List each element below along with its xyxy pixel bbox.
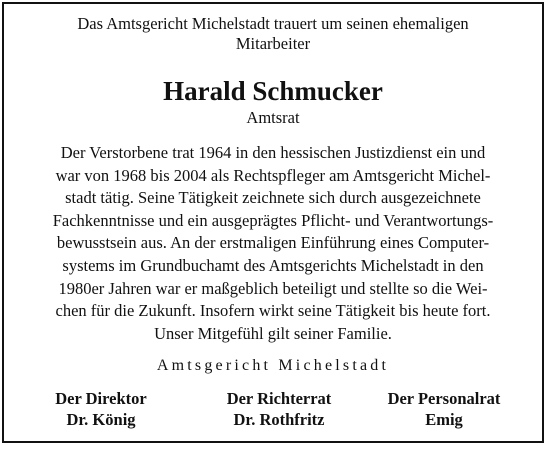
body-line: chen für die Zukunft. Insofern wirkt seine Tätigkeit bis heute fort. <box>55 301 491 321</box>
signatory-staff-council <box>359 388 529 430</box>
signatory-role: Der Personalrat <box>387 389 501 408</box>
signatory-role: Der Richterrat <box>226 389 332 408</box>
body-line: Unser Mitgefühl gilt seiner Familie. <box>154 323 392 343</box>
obituary-body <box>8 142 538 345</box>
intro-line: Mitarbeiter <box>235 34 311 53</box>
signatories <box>4 388 542 432</box>
body-line: stadt tätig. Seine Tätigkeit zeichnete sich durch ausgezeichnete <box>65 188 481 208</box>
signatory-name: Dr. König <box>66 410 136 429</box>
signatory-name: Emig <box>425 410 463 429</box>
body-line: 1980er Jahren war er maßgeblich beteiligt und stellte so die Wei- <box>58 278 488 298</box>
body-line: Fachkenntnisse und ein ausgeprägtes Pflicht- und Verantwortungs- <box>52 210 494 230</box>
body-line: war von 1968 bis 2004 als Rechtspfleger am Amtsgericht Michel- <box>55 165 491 185</box>
intro-text <box>4 14 542 54</box>
signatory-role: Der Direktor <box>55 389 147 408</box>
signatory-judges-council <box>194 388 364 430</box>
signatory-director <box>16 388 186 430</box>
organization-name: Amtsgericht Michelstadt <box>156 357 390 374</box>
signatory-name: Dr. Rothfritz <box>233 410 325 429</box>
deceased-name: Harald Schmucker <box>163 76 383 106</box>
deceased-title: Amtsrat <box>246 108 300 127</box>
body-line: systems im Grundbuchamt des Amtsgerichts Michelstadt in den <box>62 255 484 275</box>
obituary-notice <box>2 2 544 443</box>
body-line: bewusstsein aus. An der erstmaligen Einführung eines Computer- <box>56 233 490 253</box>
intro-line: Das Amtsgericht Michelstadt trauert um seinen ehemaligen <box>77 14 469 33</box>
body-line: Der Verstorbene trat 1964 in den hessischen Justizdienst ein und <box>60 143 486 162</box>
